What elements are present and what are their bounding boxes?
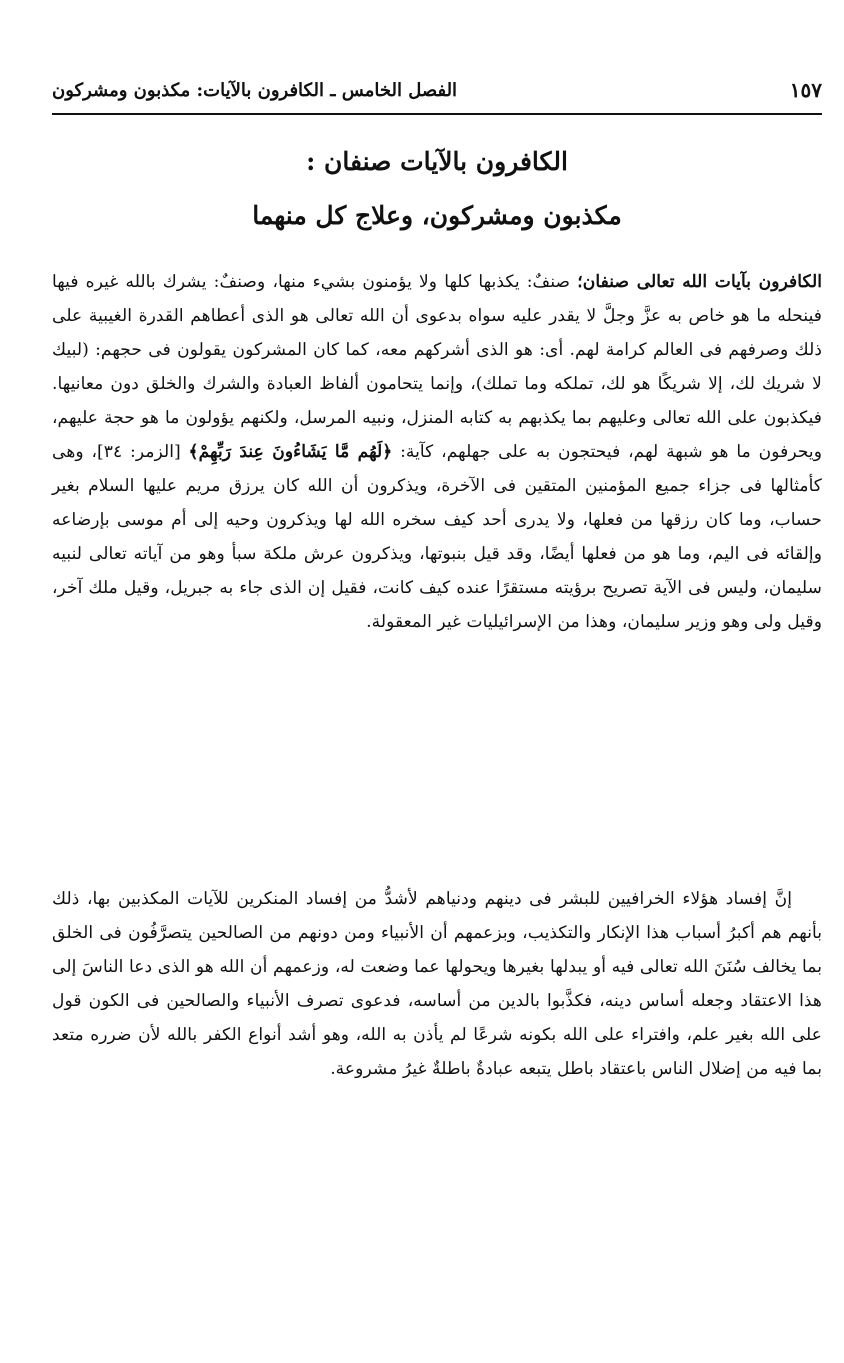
paragraph-1-text-b: [الزمر: ٣٤]، وهى كأمثالها فى جزاء جميع المؤمنين المتقين فى الآخرة، ويذكرون أن الله كان يرزق مريم عليها السلام بغير حساب، وما كان رزقها من فعلها، ولا يدرى أحد كيف سخره الله لها ويذكرون وحيه إلى أم موسى بإرضاعه وإلقائه فى اليم، وما هو من فعلها أيضًا، وقد قيل بنبوتها، ويذكرون عرش ملكة سبأ وهو من آياته تعالى لنبيه سليمان، وليس فى الآية تصريح برؤيته مستقرًا عنده كيف كانت، فقيل إن الذى جاء به جبريل، وقيل ملك آخر، وقيل ولى وهو وزير سليمان، وهذا من الإسرائيليات غير المعقولة. <box>52 442 822 632</box>
section-title-line-1: الكافرون بالآيات صنفان : <box>306 147 568 176</box>
header-divider <box>52 113 822 115</box>
chapter-running-title: الفصل الخامس ـ الكافرون بالآيات: مكذبون ومشركون <box>52 79 458 101</box>
paragraph-2: إنَّ إفساد هؤلاء الخرافيين للبشر فى دينهم ودنياهم لأشدُّ من إفساد المنكرين للآيات المكذبين بها، ذلك بأنهم هم أكبرُ أسباب هذا الإنكار والتكذيب، وبزعمهم أن الأنبياء ومن دونهم من الصالحين يتصرَّفُون فى الخلق بما يخالف سُنَنَ الله تعالى فيه أو يبدلها بغيرها ويحولها عما وضعت له، وزعمهم أن الله هو الذى دعا الناسَ إلى هذا الاعتقاد وجعله أساس دينه، فكذَّبوا بالدين من أساسه، فدعوى تصرف الأنبياء والصالحين فى الكون قول على الله بغير علم، وافتراء على الله بكونه شرعًا لم يأذن به الله، وهو أشد أنواع الكفر بالله لأن ضرره متعد بما فيه من إضلال الناس باعتقاد باطل يتبعه عبادةٌ باطلةٌ غيرُ مشروعة. <box>52 889 822 1079</box>
paragraph-1 <box>52 265 822 639</box>
page-number: ١٥٧ <box>789 78 822 102</box>
paragraph-1-text-a: صنفٌ: يكذبها كلها ولا يؤمنون بشيء منها، وصنفٌ: يشرك بالله غيره فيها فينحله ما هو خاص به عزَّ وجلَّ لا يقدر عليه سواه بدعوى أن الله تعالى هو الذى أعطاهم القدرة الغيبية على ذلك وصرفهم فى العالم كرامة لهم. أى: هو الذى أشركهم معه، كما كان المشركون يقولون فى حجهم: (لبيك لا شريك لك، إلا شريكًا هو لك، تملكه وما تملك)، وإنما يتحامون ألفاظ العبادة والشرك والخلق دون معانيها. فيكذبون على الله تعالى وعليهم بما يكذبهم به كتابه المنزل، ونبيه المرسل، ولكنهم يؤولون ما هو حجة عليهم، ويحرفون ما هو شبهة لهم، فيحتجون به على جهلهم، كآية: <box>52 272 822 462</box>
running-header <box>52 70 822 110</box>
section-title-line-2: مكذبون ومشركون، وعلاج كل منهما <box>252 201 622 230</box>
quran-quote: ﴿لَهُم مَّا يَشَاءُونَ عِندَ رَبِّهِمْ﴾ <box>188 442 393 462</box>
paragraph-lead-phrase: الكافرون بآيات الله تعالى صنفان؛ <box>577 272 823 292</box>
